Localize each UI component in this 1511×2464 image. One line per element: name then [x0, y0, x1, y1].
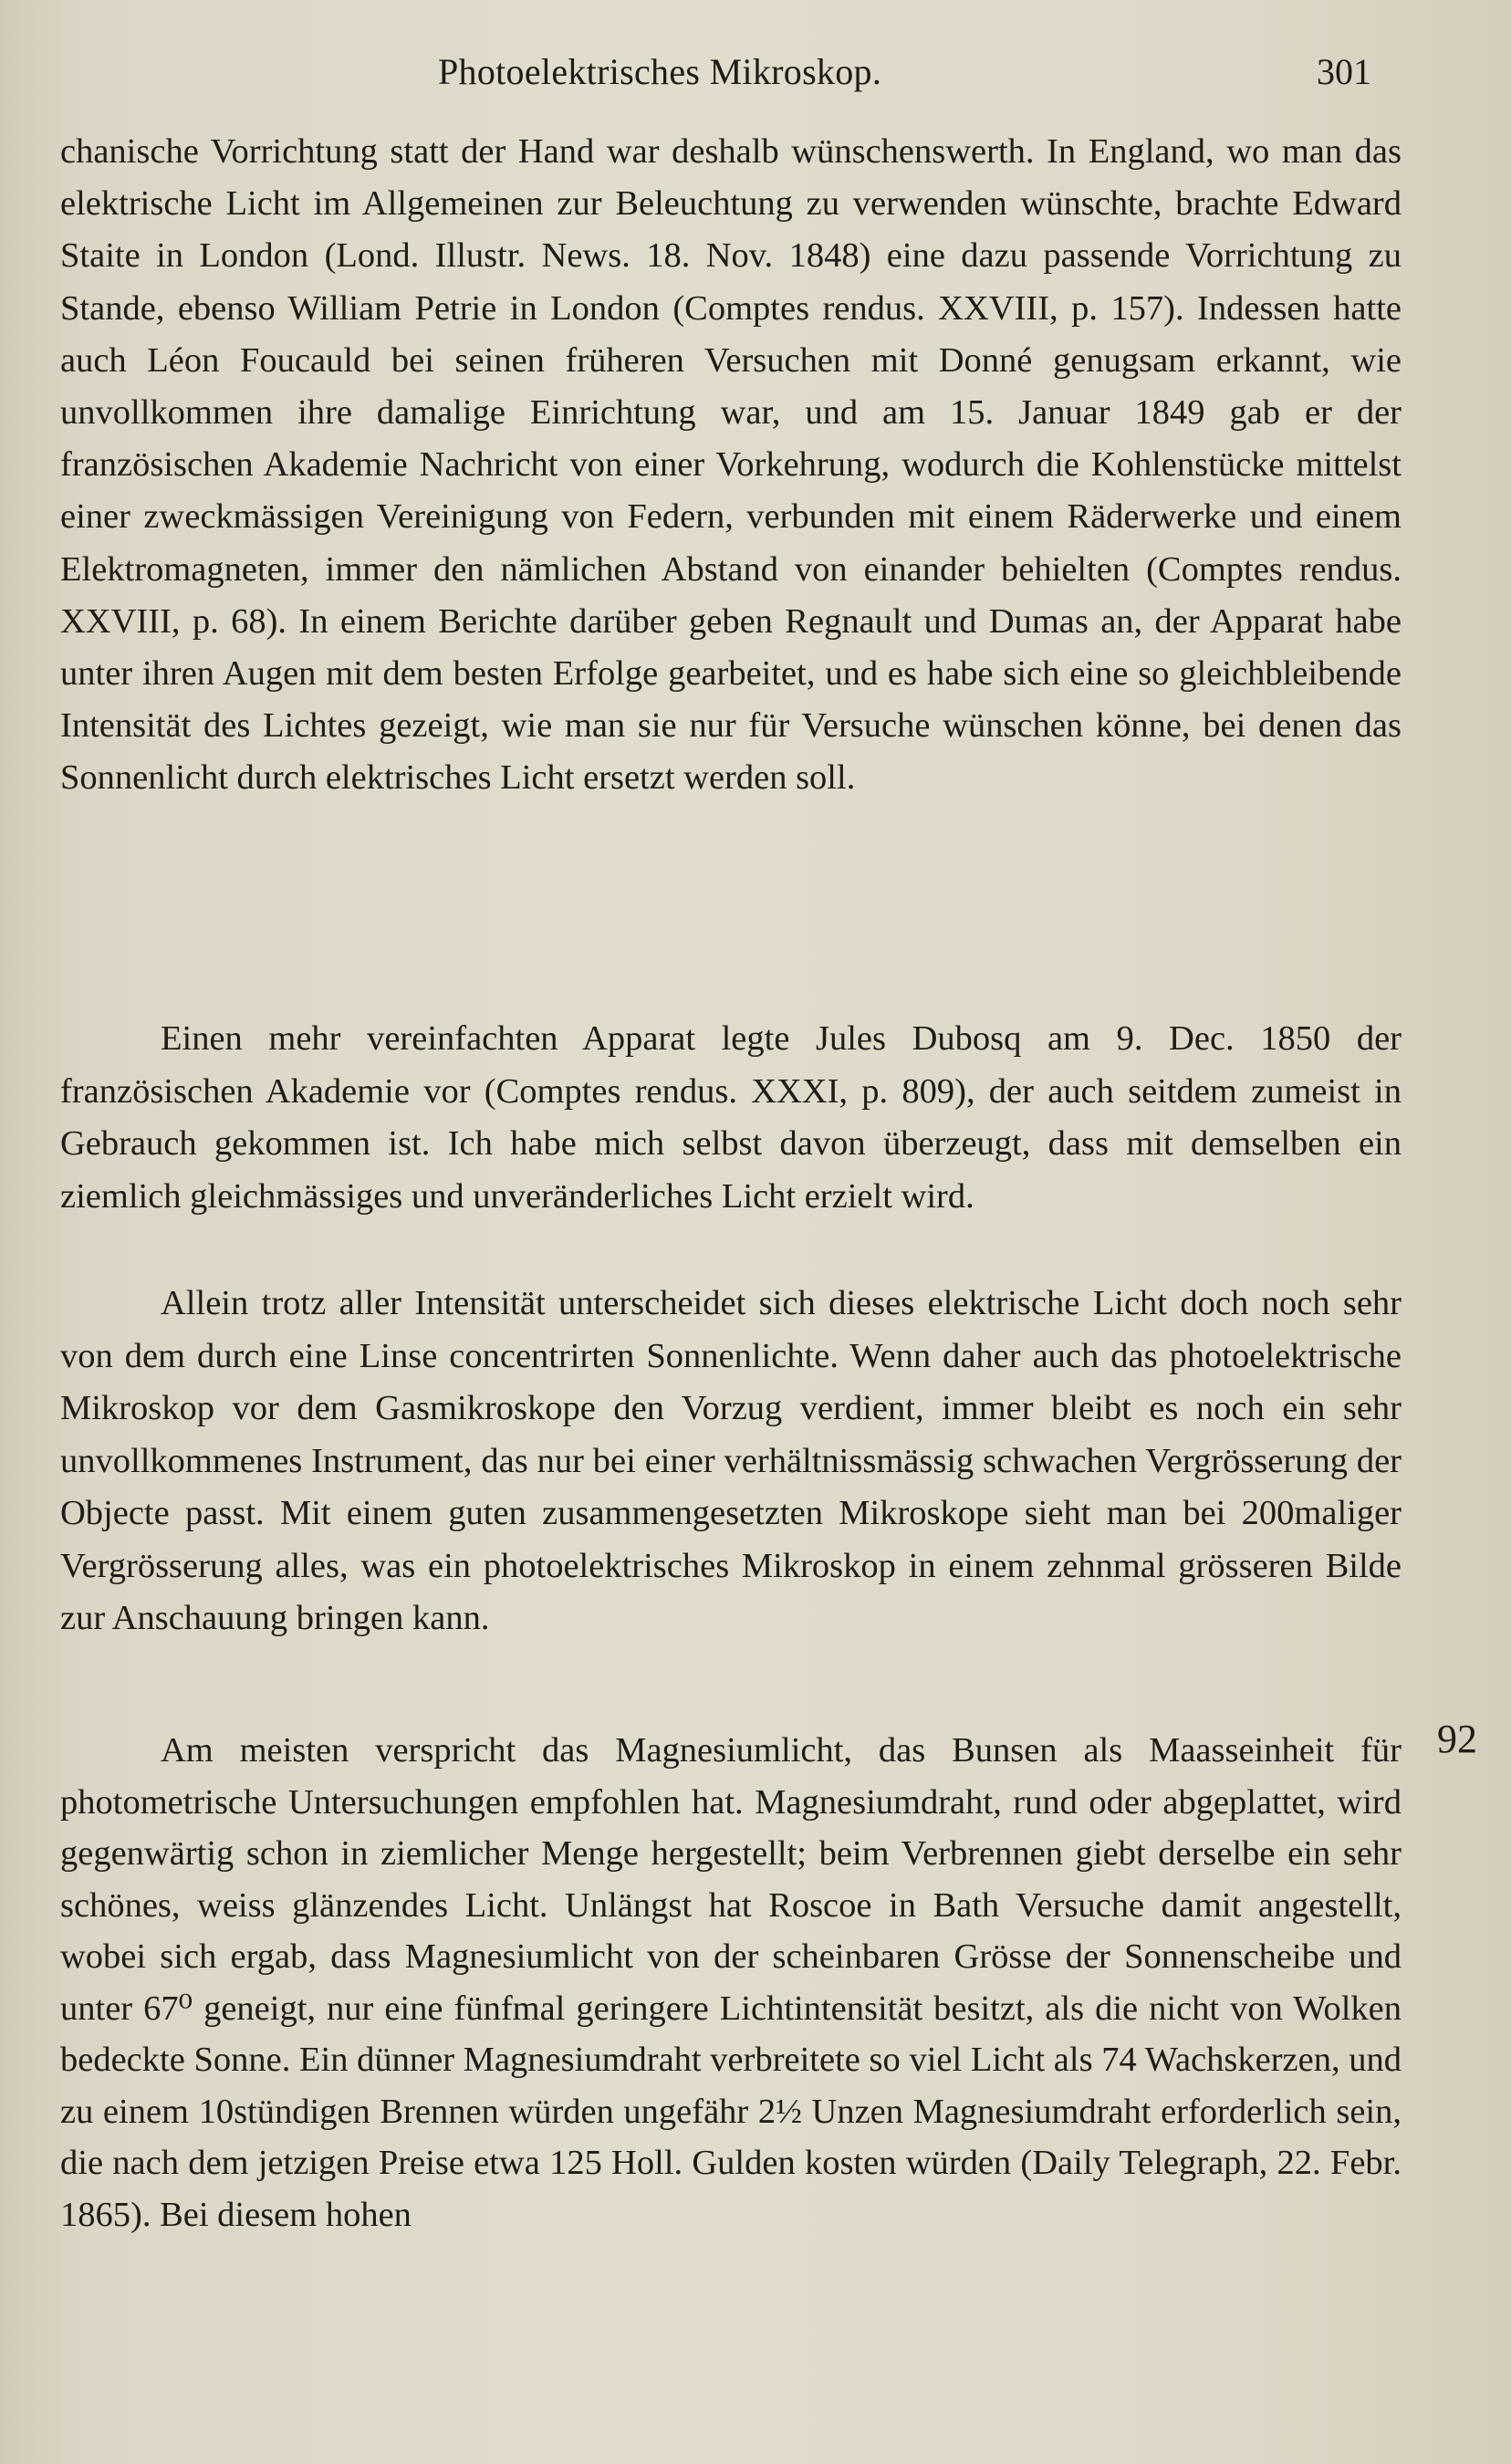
page-number: 301	[1317, 51, 1371, 92]
paragraph-magnesium-light: Am meisten verspricht das Magnesiumlicht, das Bunsen als Maasseinheit für photometrische Untersuchungen empfohlen hat. Magnesiumdraht, rund oder abgeplattet, wird gegenwärtig schon in ziemlicher Menge hergestellt; beim Verbrennen giebt derselbe ein sehr schönes, weiss glänzendes Licht. Unlängst hat Roscoe in Bath Versuche damit angestellt, wobei sich ergab, dass Magnesiumlicht von der scheinbaren Grösse der Sonnenscheibe und unter 67⁰ geneigt, nur eine fünfmal geringere Lichtintensität besitzt, als die nicht von Wolken bedeckte Sonne. Ein dünner Magnesiumdraht verbreitete so viel Licht als 74 Wachskerzen, und zu einem 10stündigen Brennen würden ungefähr 2½ Unzen Magnesiumdraht erforderlich sein, die nach dem jetzigen Preise etwa 125 Holl. Gulden kosten würden (Daily Telegraph, 22. Febr. 1865). Bei diesem hohen	[60, 1731, 1402, 2234]
text-block-4	[60, 1725, 1402, 2240]
paragraph-photoelectric-microscope: Allein trotz aller Intensität unterscheidet sich dieses elektrische Licht doch noch sehr von dem durch eine Linse concentrirten Sonnenlichte. Wenn daher auch das photoelektrische Mikroskop vor dem Gasmikroskope den Vorzug verdient, immer bleibt es noch ein sehr unvollkommenes Instrument, das nur bei einer verhältnissmässig schwachen Vergrösserung der Objecte passt. Mit einem guten zusammengesetzten Mikroskope sieht man bei 200maliger Vergrösserung alles, was ein photoelektrisches Mikroskop in einem zehnmal grösseren Bilde zur Anschauung bringen kann.	[60, 1284, 1402, 1637]
paragraph-electric-light-regulators: chanische Vorrichtung statt der Hand war deshalb wünschenswerth. In England, wo man das elektrische Licht im Allgemeinen zur Beleuchtung zu verwenden wünschte, brachte Edward Staite in London (Lond. Illustr. News. 18. Nov. 1848) eine dazu passende Vorrichtung zu Stande, ebenso William Petrie in London (Comptes rendus. XXVIII, p. 157). Indessen hatte auch Léon Foucauld bei seinen früheren Versuchen mit Donné genugsam erkannt, wie unvollkommen ihre damalige Einrichtung war, und am 15. Januar 1849 gab er der französischen Akademie Nachricht von einer Vorkehrung, wodurch die Kohlenstücke mittelst einer zweckmässigen Vereinigung von Federn, verbunden mit einem Räderwerke und einem Elektromagneten, immer den nämlichen Abstand von einander behielten (Comptes rendus. XXVIII, p. 68). In einem Berichte darüber geben Regnault und Dumas an, der Apparat habe unter ihren Augen mit dem besten Erfolge gearbeitet, und es habe sich eine so gleichbleibende Intensität des Lichtes gezeigt, wie man sie nur für Versuche wünschen könne, bei denen das Sonnenlicht durch elektrisches Licht ersetzt werden soll.	[60, 132, 1402, 798]
paragraph-dubosq-apparatus: Einen mehr vereinfachten Apparat legte Jules Dubosq am 9. Dec. 1850 der französischen Akademie vor (Comptes rendus. XXXI, p. 809), der auch seitdem zumeist in Gebrauch gekommen ist. Ich habe mich selbst davon überzeugt, dass mit demselben ein ziemlich gleichmässiges und unveränderliches Licht erzielt wird.	[60, 1019, 1402, 1216]
margin-section-number: 92	[1437, 1717, 1477, 1761]
text-block-1	[60, 126, 1402, 805]
text-block-3	[60, 1278, 1402, 1645]
running-header-title: Photoelektrisches Mikroskop.	[438, 51, 882, 92]
text-block-2	[60, 1013, 1402, 1223]
